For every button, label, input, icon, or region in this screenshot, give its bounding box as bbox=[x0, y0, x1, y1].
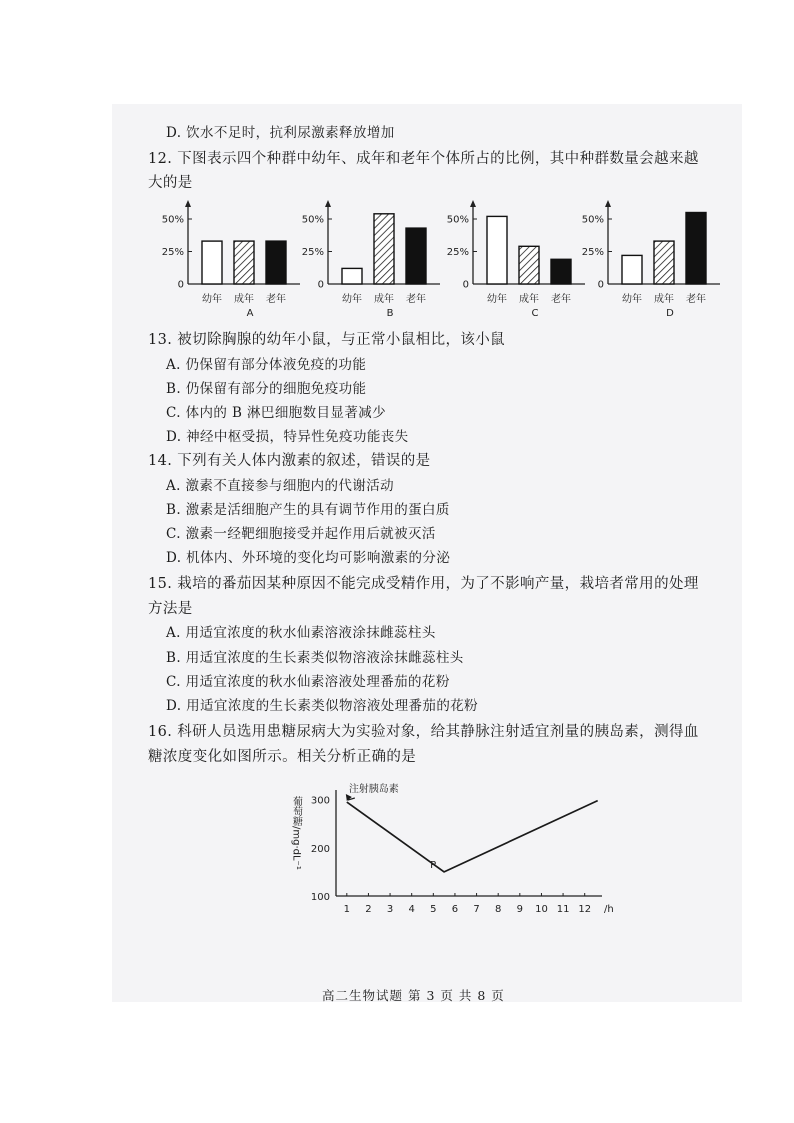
y-tick-label: 50% bbox=[161, 214, 184, 226]
y-tick-label: 0 bbox=[462, 279, 469, 291]
q13-option-c: C. 体内的 B 淋巴细胞数目显著减少 bbox=[166, 405, 387, 421]
x-tick-label: 11 bbox=[556, 904, 570, 915]
q14-stem: 14. 下列有关人体内激素的叙述，错误的是 bbox=[148, 453, 431, 469]
x-tick-label: 3 bbox=[386, 904, 394, 915]
chart-name-label: A bbox=[246, 308, 254, 319]
y-tick-label: 25% bbox=[161, 247, 184, 258]
x-tick-label: 幼年 bbox=[487, 294, 507, 305]
x-tick-label: 成年 bbox=[519, 294, 539, 305]
chart-name-label: B bbox=[386, 308, 394, 319]
x-tick-label: 幼年 bbox=[622, 294, 642, 305]
q14-option-d: D. 机体内、外环境的变化均可影响激素的分泌 bbox=[166, 550, 451, 566]
y-tick-label: 25% bbox=[301, 247, 324, 258]
glucose-curve bbox=[347, 801, 598, 872]
x-tick-label: 9 bbox=[516, 904, 524, 915]
annotation-label: 注射胰岛素 bbox=[348, 784, 399, 795]
x-tick-label: 老年 bbox=[551, 294, 571, 305]
x-tick-label: 12 bbox=[578, 904, 592, 915]
y-tick-label: 25% bbox=[446, 247, 469, 258]
bar-A-1 bbox=[234, 241, 254, 284]
y-axis-arrow bbox=[325, 200, 331, 207]
x-unit-label: /h bbox=[604, 904, 614, 915]
x-tick-label: 老年 bbox=[266, 294, 286, 305]
y-tick-label: 0 bbox=[177, 279, 184, 291]
x-tick-label: 老年 bbox=[406, 294, 426, 305]
bar-chart-C bbox=[447, 200, 585, 319]
x-tick-label: 老年 bbox=[686, 294, 706, 305]
q13-option-b: B. 仍保留有部分的细胞免疫功能 bbox=[166, 381, 367, 397]
y-tick-label: 50% bbox=[446, 214, 469, 226]
x-tick-label: 7 bbox=[473, 904, 480, 915]
bar-A-2 bbox=[266, 241, 286, 284]
q16-stem-line2: 糖浓度变化如图所示。相关分析正确的是 bbox=[148, 749, 417, 765]
y-tick-label: 50% bbox=[301, 214, 324, 226]
point-p-label: P bbox=[430, 859, 437, 871]
y-tick-label: 50% bbox=[581, 214, 604, 226]
x-tick-label: 1 bbox=[343, 904, 351, 915]
x-tick-label: 成年 bbox=[234, 294, 254, 305]
bar-chart-D bbox=[582, 200, 720, 319]
bar-A-0 bbox=[202, 241, 222, 284]
bar-C-2 bbox=[551, 259, 571, 284]
bar-D-1 bbox=[654, 241, 674, 284]
q11-option-d: D. 饮水不足时，抗利尿激素释放增加 bbox=[166, 125, 395, 141]
bar-chart-B bbox=[302, 200, 440, 319]
q13-stem: 13. 被切除胸腺的幼年小鼠，与正常小鼠相比，该小鼠 bbox=[148, 332, 506, 348]
q15-option-a: A. 用适宜浓度的秋水仙素溶液涂抹雌蕊柱头 bbox=[166, 625, 436, 641]
q15-stem-line1: 15. 栽培的番茄因某种原因不能完成受精作用，为了不影响产量，栽培者常用的处理 bbox=[148, 576, 699, 592]
q15-option-b: B. 用适宜浓度的生长素类似物溶液涂抹雌蕊柱头 bbox=[166, 650, 464, 666]
x-tick-label: 10 bbox=[535, 904, 548, 915]
y-tick-label: 0 bbox=[597, 279, 604, 291]
q13-option-d: D. 神经中枢受损，特异性免疫功能丧失 bbox=[166, 429, 409, 445]
x-tick-label: 6 bbox=[451, 904, 459, 915]
y-tick-label: 0 bbox=[317, 279, 324, 291]
q12-bar-charts bbox=[160, 196, 730, 322]
y-tick-label: 25% bbox=[581, 247, 604, 258]
y-axis-arrow bbox=[470, 200, 476, 207]
x-tick-label: 成年 bbox=[654, 294, 674, 305]
x-tick-label: 5 bbox=[430, 904, 437, 915]
q12-stem-line2: 大的是 bbox=[148, 175, 193, 191]
chart-name-label: C bbox=[531, 308, 539, 319]
y-axis-arrow bbox=[605, 200, 611, 207]
x-tick-label: 4 bbox=[408, 904, 415, 915]
q13-option-a: A. 仍保留有部分体液免疫的功能 bbox=[166, 357, 367, 373]
q16-blood-glucose-chart bbox=[284, 772, 614, 922]
q14-option-c: C. 激素一经靶细胞接受并起作用后就被灭活 bbox=[166, 526, 436, 542]
q14-option-b: B. 激素是活细胞产生的具有调节作用的蛋白质 bbox=[166, 502, 450, 518]
y-tick-label: 100 bbox=[310, 892, 330, 903]
bar-C-1 bbox=[519, 246, 539, 284]
y-tick-label: 300 bbox=[310, 795, 330, 807]
x-tick-label: 幼年 bbox=[342, 294, 362, 305]
bar-D-2 bbox=[686, 213, 706, 285]
q12-stem-line1: 12. 下图表示四个种群中幼年、成年和老年个体所占的比例，其中种群数量会越来越 bbox=[148, 151, 699, 167]
y-axis-arrow bbox=[185, 200, 191, 207]
bar-chart-A bbox=[162, 200, 300, 319]
q14-option-a: A. 激素不直接参与细胞内的代谢活动 bbox=[166, 478, 395, 494]
x-tick-label: 成年 bbox=[374, 294, 394, 305]
y-axis-label: 葡萄糖/mg·dL⁻¹ bbox=[290, 796, 302, 870]
bar-B-1 bbox=[374, 214, 394, 284]
bar-B-0 bbox=[342, 268, 362, 284]
x-tick-label: 2 bbox=[365, 904, 372, 915]
q15-option-d: D. 用适宜浓度的生长素类似物溶液处理番茄的花粉 bbox=[166, 698, 479, 714]
q15-stem-line2: 方法是 bbox=[148, 601, 193, 617]
q15-option-c: C. 用适宜浓度的秋水仙素溶液处理番茄的花粉 bbox=[166, 674, 450, 690]
page-footer: 高二生物试题 第 3 页 共 8 页 bbox=[322, 988, 505, 1003]
y-tick-label: 200 bbox=[310, 843, 330, 855]
chart-name-label: D bbox=[666, 308, 674, 319]
x-tick-label: 8 bbox=[495, 904, 502, 915]
q16-stem-line1: 16. 科研人员选用患糖尿病大为实验对象，给其静脉注射适宜剂量的胰岛素，测得血 bbox=[148, 724, 699, 740]
bar-D-0 bbox=[622, 255, 642, 284]
bar-C-0 bbox=[487, 216, 507, 284]
bar-B-2 bbox=[406, 228, 426, 284]
x-tick-label: 幼年 bbox=[202, 294, 222, 305]
